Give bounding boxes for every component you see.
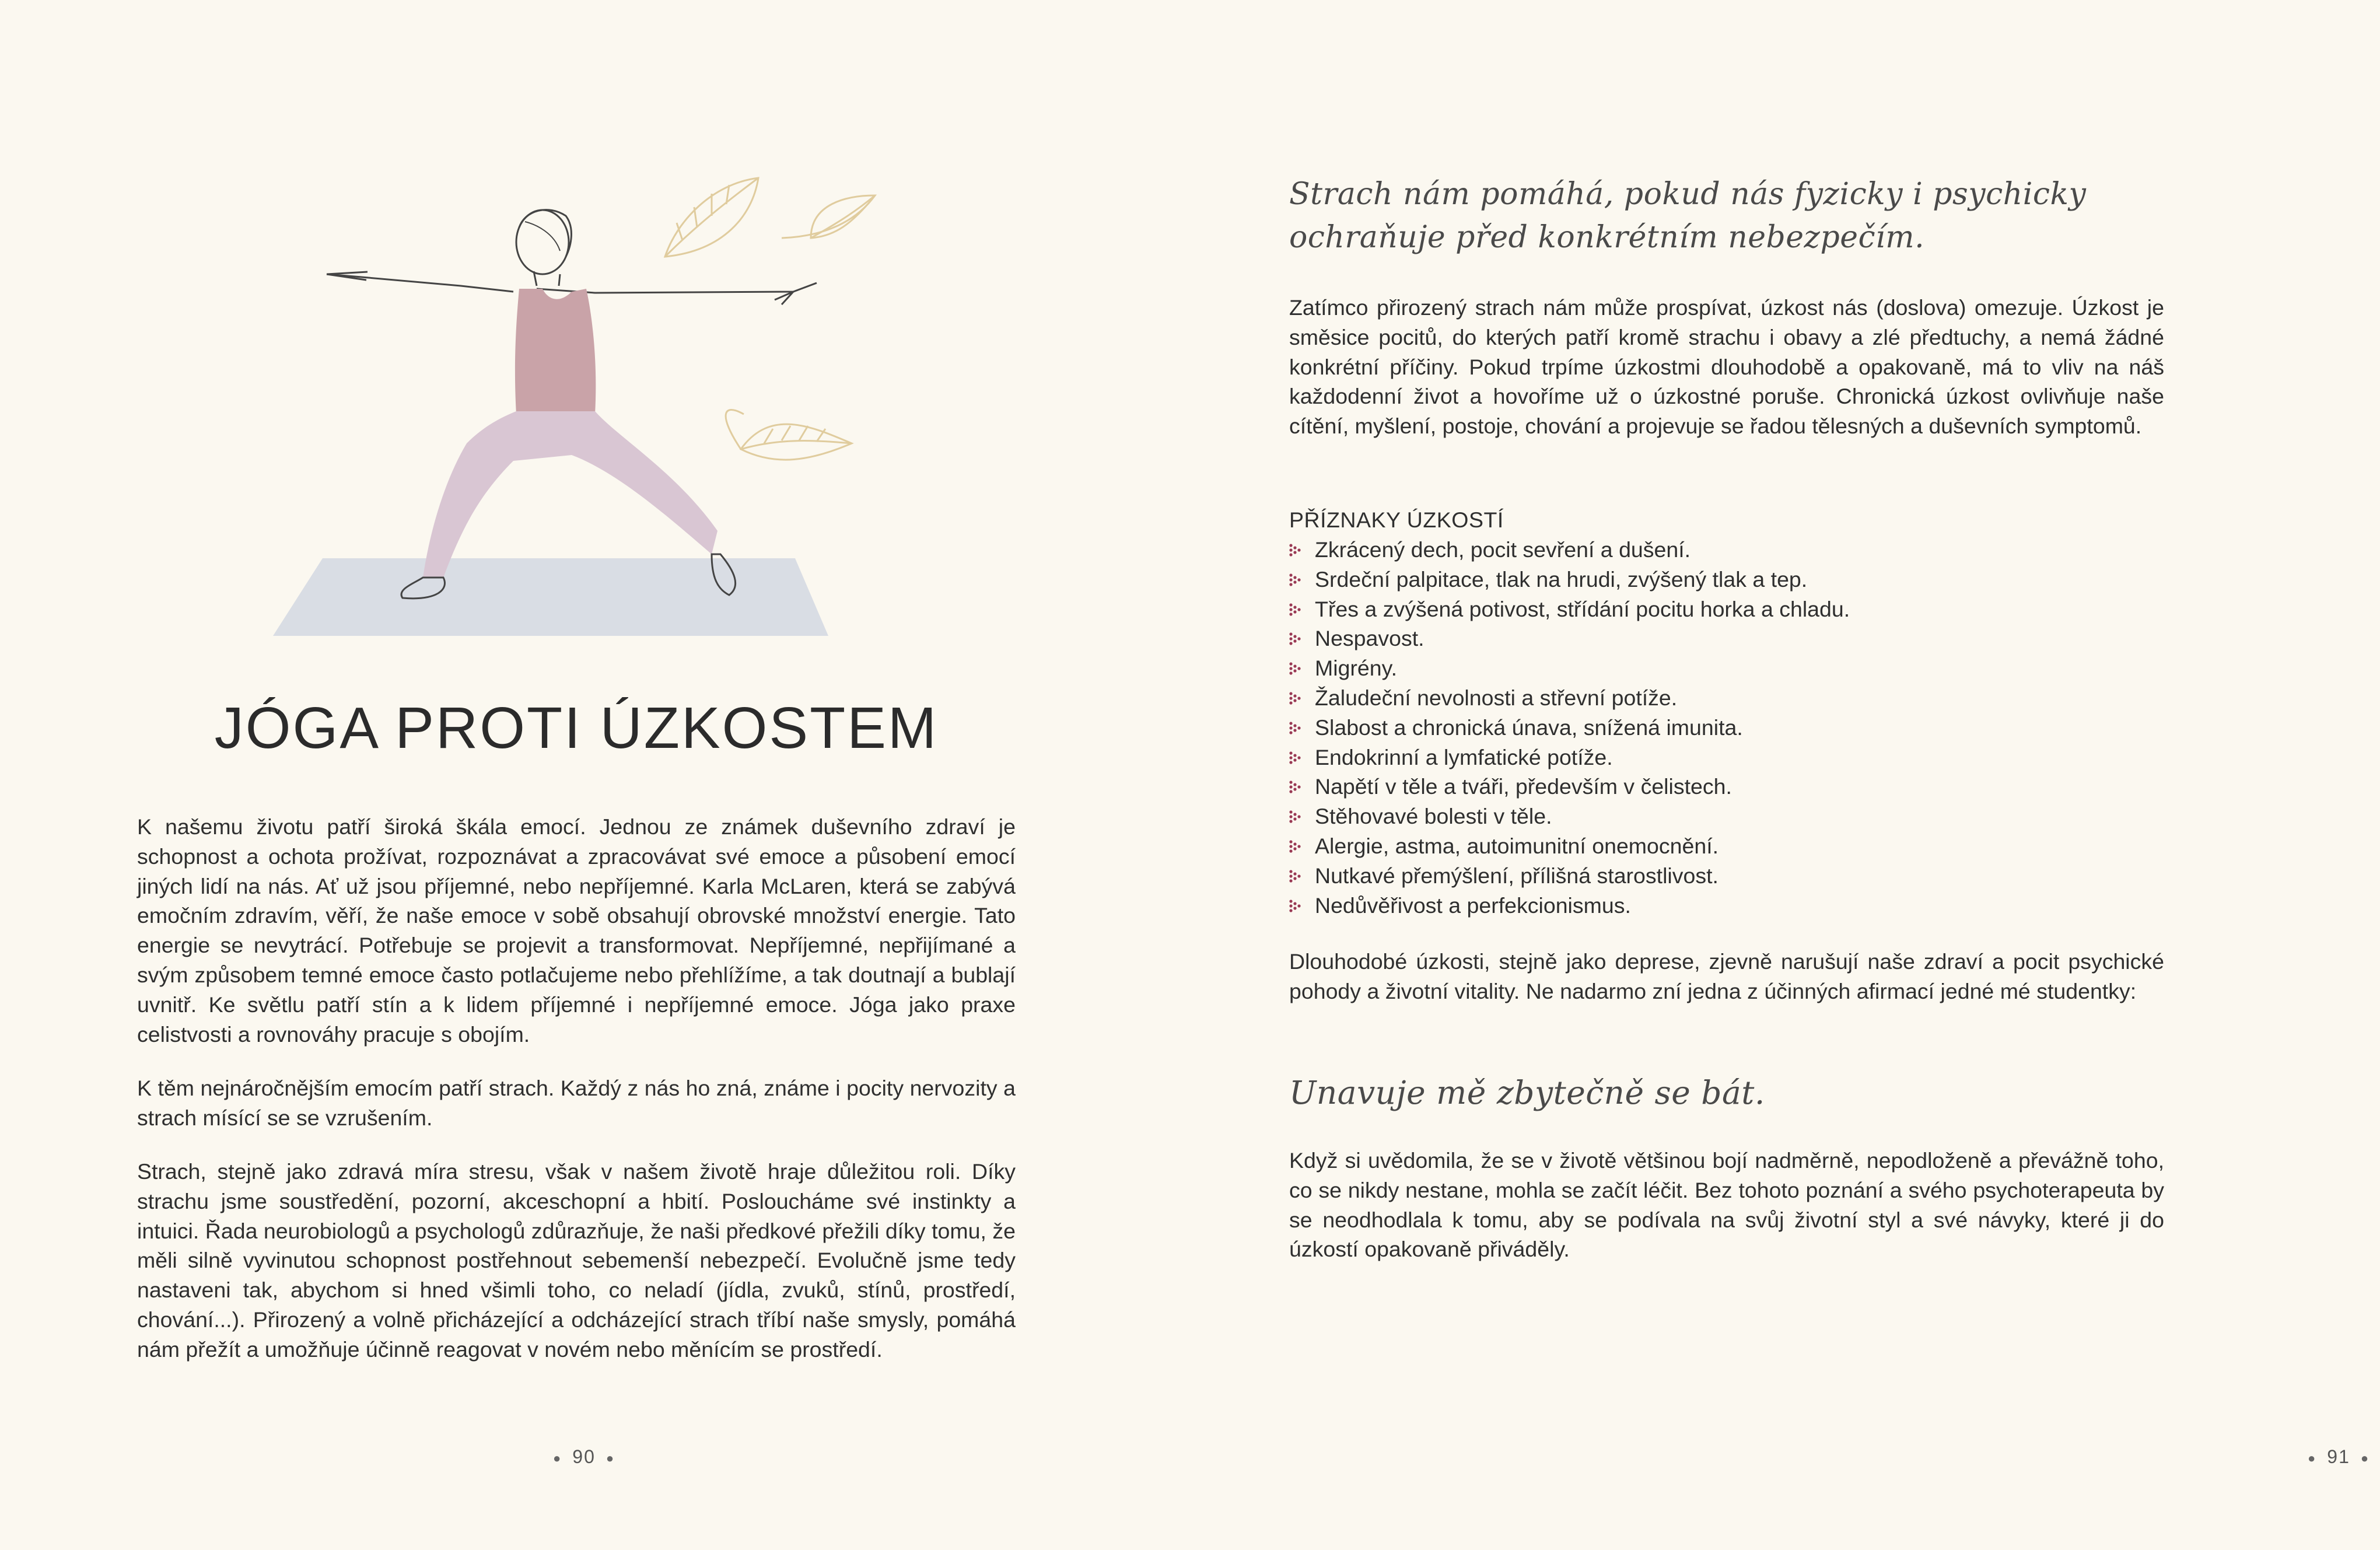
- symptom-text: Třes a zvýšená potivost, střídání pocitu horka a chladu.: [1315, 596, 1850, 621]
- right-paragraph-1: Zatímco přirozený strach nám může prospívat, úzkost nás (doslova) omezuje. Úzkost je směsice pocitů, do kterých patří kromě strachu i obavy a zlé předtuchy, a nemá žádné konkrétní příčiny. Pokud trpíme úzkostmi dlouhodobě a opakovaně, má to vliv na náš každodenní život a hovoříme už o úzkostné poruše. Chronická úzkost ovlivňuje naše cítění, myšlení, postoje, chování a projevuje se řadou tělesných a duševních symptomů.: [1289, 295, 2164, 439]
- dotted-triangle-bullet-icon: [1289, 722, 1301, 734]
- list-item: [1289, 594, 2164, 624]
- dot-icon: ●: [553, 1450, 562, 1465]
- list-item: [1289, 802, 2164, 831]
- list-item: [1289, 653, 2164, 683]
- dotted-triangle-bullet-icon: [1289, 573, 1301, 586]
- symptom-text: Nedůvěřivost a perfekcionismus.: [1315, 893, 1631, 918]
- symptom-text: Migrény.: [1315, 656, 1398, 681]
- dotted-triangle-bullet-icon: [1289, 781, 1301, 793]
- symptom-text: Slabost a chronická únava, snížená imunita.: [1315, 715, 1743, 740]
- symptom-text: Žaludeční nevolnosti a střevní potíže.: [1315, 685, 1678, 710]
- leggings: [423, 411, 718, 578]
- dotted-triangle-bullet-icon: [1289, 870, 1301, 883]
- symptom-text: Stěhovavé bolesti v těle.: [1315, 804, 1552, 829]
- pull-quote-affirmation: Unavuje mě zbytečně se bát.: [1289, 1074, 1765, 1111]
- dotted-triangle-bullet-icon: [1289, 544, 1301, 557]
- dotted-triangle-bullet-icon: [1289, 632, 1301, 645]
- chapter-title: JÓGA PROTI ÚZKOSTEM: [214, 695, 939, 761]
- list-item: [1289, 861, 2164, 891]
- dotted-triangle-bullet-icon: [1289, 810, 1301, 823]
- list-item: [1289, 743, 2164, 772]
- right-page: [1150, 0, 2370, 1550]
- list-item: [1289, 565, 2164, 594]
- dot-icon: ●: [606, 1450, 615, 1465]
- page-number-value: 90: [572, 1446, 596, 1467]
- list-item: [1289, 535, 2164, 565]
- dotted-triangle-bullet-icon: [1289, 662, 1301, 675]
- pull-quote-top: Strach nám pomáhá, pokud nás fyzicky i psychicky ochraňuje před konkrétním nebezpečím.: [1289, 177, 2087, 255]
- dotted-triangle-bullet-icon: [1289, 900, 1301, 912]
- left-paragraph-1: K našemu životu patří široká škála emocí. Jednou ze známek duševního zdraví je schopnost a ochota prožívat, rozpoznávat a zpracovávat své emoce a působení emocí jiných lidí na nás. Ať už jsou příjemné, nebo nepříjemné. Karla McLaren, která se zabývá emočním zdravím, věří, že naše emoce v sobě obsahují obrovské množství energie. Tato energie se nevytrácí. Potřebuje se projevit a transformovat. Nepříjemné, nepřijímané a svým způsobem temné emoce často potlačujeme nebo přehlížíme, a tak doutnají a bublají uvnitř. Ke světlu patří stín a k lidem příjemné i nepříjemné emoce. Jóga jako praxe celistvosti a rovnováhy pracuje s obojím.: [137, 814, 1016, 1047]
- list-item: [1289, 772, 2164, 802]
- symptom-text: Srdeční palpitace, tlak na hrudi, zvýšený tlak a tep.: [1315, 566, 1808, 592]
- symptom-text: Endokrinní a lymfatické potíže.: [1315, 744, 1613, 769]
- dot-icon: ●: [2360, 1450, 2370, 1465]
- list-item: [1289, 891, 2164, 921]
- dotted-triangle-bullet-icon: [1289, 751, 1301, 764]
- dot-icon: ●: [2308, 1450, 2317, 1465]
- dotted-triangle-bullet-icon: [1289, 840, 1301, 853]
- page-number-value: 91: [2327, 1446, 2350, 1467]
- left-paragraph-3: Strach, stejně jako zdravá míra stresu, však v našem životě hraje důležitou roli. Díky strachu jsme soustředění, pozorní, akceschopní a hbití. Posloucháme své instinkty a intuici. Řada neurobiologů a psychologů zdůrazňuje, že naši předkové přežili díky tomu, že měli silně vyvinutou schopnost postřehnout sebemenší nebezpečí. Evolučně jsme tedy nastaveni tak, abychom si hned všimli toho, co neladí (jídla, zvuků, stínů, prostředí, chování...). Přirozený a volně přicházející a odcházející strach tříbí naše smysly, pomáhá nám přežít a umožňuje účinně reagovat v novém nebo měnícím se prostředí.: [137, 1159, 1016, 1362]
- page-number-right: [2297, 1446, 2380, 1468]
- yoga-illustration: [268, 169, 898, 648]
- right-paragraph-2: Dlouhodobé úzkosti, stejně jako deprese, zjevně narušují naše zdraví a pocit psychické pohody a životní vitality. Ne nadarmo zní jedna z účinných afirmací jedné mé studentky:: [1289, 949, 2164, 1003]
- right-paragraph-3: Když si uvědomila, že se v životě většinou bojí nadměrně, nepodloženě a převážně toho, co se nikdy nestane, mohla se začít léčit. Bez tohoto poznání a svého psychoterapeuta by se neodhodlala k tomu, aby se podívala na svůj životní styl a své návyky, které ji do úzkostí opakovaně přiváděly.: [1289, 1148, 2164, 1262]
- tank-top: [515, 289, 596, 414]
- symptom-text: Nespavost.: [1315, 626, 1424, 651]
- page-number-left: [542, 1446, 625, 1468]
- dotted-triangle-bullet-icon: [1289, 692, 1301, 705]
- list-item: [1289, 831, 2164, 861]
- dotted-triangle-bullet-icon: [1289, 603, 1301, 616]
- symptom-text: Alergie, astma, autoimunitní onemocnění.: [1315, 833, 1719, 858]
- symptom-text: Nutkavé přemýšlení, přílišná starostlivost.: [1315, 863, 1718, 888]
- symptom-text: Zkrácený dech, pocit sevření a dušení.: [1315, 537, 1691, 562]
- symptom-text: Napětí v těle a tváři, především v čelistech.: [1315, 774, 1732, 799]
- yoga-mat: [273, 558, 828, 636]
- left-page: [0, 0, 1150, 1550]
- left-paragraph-2: K těm nejnáročnějším emocím patří strach. Každý z nás ho zná, známe i pocity nervozity a strach mísící se se vzrušením.: [137, 1076, 1016, 1130]
- arm-left: [327, 274, 513, 292]
- list-item: [1289, 683, 2164, 713]
- leaf-icon: [726, 410, 852, 460]
- list-item: [1289, 624, 2164, 653]
- leaf-icon: [782, 195, 875, 238]
- symptom-list: [1289, 535, 2164, 920]
- list-item: [1289, 713, 2164, 743]
- leaf-icon: [665, 178, 758, 257]
- symptoms-heading: PŘÍZNAKY ÚZKOSTÍ: [1289, 508, 1504, 532]
